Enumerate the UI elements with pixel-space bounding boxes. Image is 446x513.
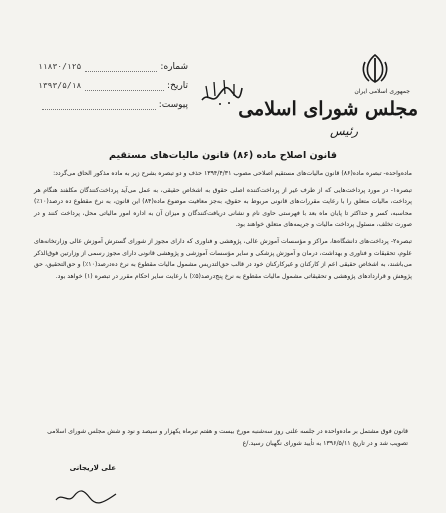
closing-paragraph [38,426,408,449]
attachment-row [38,96,188,113]
date-label: تاریخ: [167,80,188,91]
signatory-name: علی لاریجانی [69,464,116,472]
org-name: مجلس شورای اسلامی [238,98,418,120]
org-subtitle: جمهوری اسلامی ایران [354,88,410,95]
number-line [85,61,157,72]
document-title: قانون اصلاح ماده (۸۶) قانون مالیات‌های مستقیم [109,150,337,161]
date-row [38,77,188,94]
paragraph-main-article: ماده‌واحده- تبصره ماده(۸۶) قانون مالیات‌های مستقیم اصلاحی مصوب ۱۳۹۴/۴/۳۱ حذف و دو تبصره بشرح زیر به ماده مذکور الحاق می‌گردد: [53,170,412,177]
org-title: رئیس [329,124,358,138]
date-line [85,80,164,91]
bismillah-calligraphy-icon [198,74,244,108]
closing-text: قانون فوق مشتمل بر ماده‌واحده در جلسه علنی روز سه‌شنبه مورخ بیست و هفتم تیرماه یکهزار و سیصد و نود و شش مجلس شورای اسلامی تصویب شد و در تاریخ ۱۳۹۶/۵/۱۱ به تأیید شورای نگهبان رسید./ع [47,428,408,447]
number-label: شماره: [160,61,188,72]
date-value: ۱۳۹۳/۵/۱۸ [38,81,82,90]
attachment-label: پیوست: [158,99,188,110]
paragraph-note-2: تبصره۲- پرداخت‌های دانشگاه‌ها، مراکز و مؤسسات آموزش عالی، پژوهشی و فناوری که دارای مجوز از شورای گسترش آموزش عالی وزارتخانه‌های علوم، تحقیقات و فناوری و بهداشت، درمان و آموزش پزشکی و سایر مؤسسات آموزشی و پژوهشی قانونی دارای مجوز رسمی از وزارتین فوق‌الذکر می‌باشند، به اشخاص حقیقی اعم از کارکنان و غیرکارکنان خود در قالب حق‌التدریس مشمول مالیات مقطوع به نرخ ده‌درصد(۱۰٪) و حق‌التحقیق، حق پژوهش و قراردادهای پژوهشی و تحقیقاتی مشمول مالیات مقطوع به نرخ پنج‌درصد(۵٪) با رعایت سایر احکام مقرر در تبصره (۱) خواهد بود. [34,237,412,280]
attachment-line [42,99,156,110]
iran-emblem-icon [358,52,392,86]
number-row [38,58,188,75]
letter-meta [38,58,188,115]
handwritten-signature-icon [54,488,118,506]
document-body [34,168,412,282]
paragraph-note-1: تبصره۱- در مورد پرداخت‌هایی که از طرف غیر از پرداخت‌کننده اصلی حقوق به اشخاص حقیقی، به عمل می‌آید پرداخت‌کنندگان مکلفند هنگام هر پرداخت، مالیات متعلق را با رعایت مقررات‌های قانونی مربوط به حقوق، به‌جز معافیت موضوع ماده(۸۴) این قانون، به نرخ مقطوع ده درصد(۱۰٪) محاسبه، کسر و حداکثر تا پایان ماه بعد با فهرستی حاوی نام و نشانی دریافت‌کنندگان و میزان آن به اداره امور مالیاتی محل، پرداخت کنند و در صورت تخلف، مسئول پرداخت مالیات و جریمه‌های متعلق خواهند بود. [34,186,412,229]
number-value: ۱۱۸۳۰/۱۲۵ [38,62,82,71]
